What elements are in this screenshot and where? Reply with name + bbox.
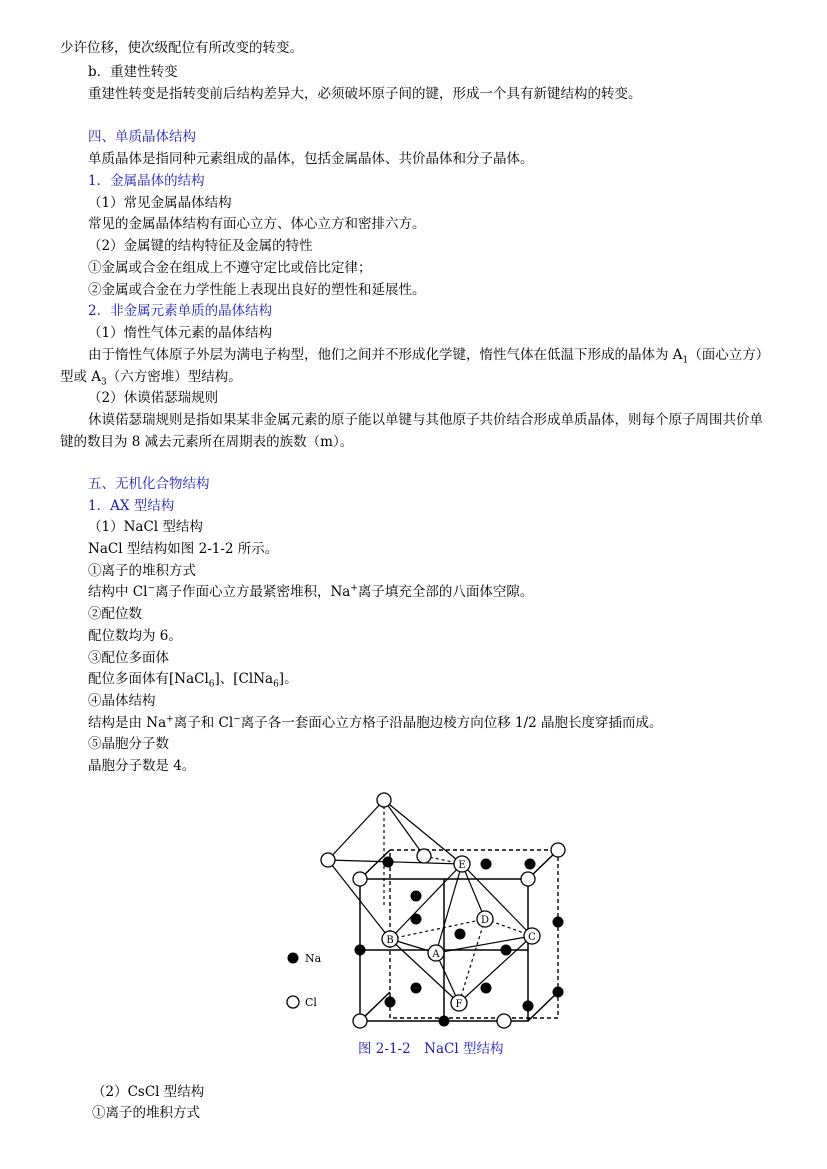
na-atom [481,859,492,870]
text-line: ②配位数 [88,606,142,622]
text-line: （1）NaCl 型结构 [88,519,203,535]
text-line: （2）休谟偌瑟瑞规则 [88,390,219,406]
na-atom [411,914,422,925]
label-d: D [480,915,490,926]
text-line: ①离子的堆积方式 [92,1105,200,1121]
cl-atom [417,849,431,863]
subsection-heading: 2．非金属元素单质的晶体结构 [88,303,273,319]
legend-cl-label: Cl [305,996,317,1009]
na-atom [439,1016,450,1027]
paragraph-inert-gas: 由于惰性气体原子外层为满电子构型，他们之间并不形成化学键，惰性气体在低温下形成的晶体为 $A_1$（面心立方）型或 $A_3$（六方密堆）型结构。 [60,347,770,388]
legend-na-label: Na [305,952,322,965]
text-line: （2）CsCl 型结构 [92,1084,205,1100]
subsection-heading: 1．AX 型结构 [88,498,175,514]
text-line: ⑤晶胞分子数 [88,736,169,752]
octahedron-edges [328,800,532,1003]
text-line: 配位多面体有[NaCl$_6$]、[ClNa$_6$]。 [88,671,298,690]
text-line: 少许位移，使次级配位有所改变的转变。 [60,40,303,56]
text-line: （1）惰性气体元素的晶体结构 [88,325,273,341]
legend-na-dot [288,953,299,964]
na-atom [455,929,466,940]
section-heading-4: 四、单质晶体结构 [88,129,196,145]
figure-caption: 图 2-1-2 NaCl 型结构 [358,1041,504,1057]
na-atom [523,1001,534,1012]
cl-atom [551,843,565,857]
na-atom [383,857,394,868]
na-atom [355,945,366,956]
na-atom [411,983,422,994]
subsection-heading: 1．金属晶体的结构 [88,173,205,189]
subheading-b: b．重建性转变 [88,64,178,80]
cl-atom [321,853,335,867]
na-atom [525,859,536,870]
text-line: 晶胞分子数是 4。 [88,758,196,774]
nacl-structure-figure [280,786,580,1036]
label-e: E [458,860,466,871]
paragraph-rule: 休谟偌瑟瑞规则是指如果某非金属元素的原子能以单键与其他原子共价结合形成单质晶体，则每个原子周围共价单键的数目为 8 减去元素所在周期表的族数（m）。 [60,412,763,450]
label-c: C [528,932,536,943]
text-line: 结构是由 Na+离子和 Cl−离子各一套面心立方格子沿晶胞边棱方向位移 1/2 晶胞长度穿插而成。 [88,714,663,731]
text-line: ③配位多面体 [88,650,169,666]
na-atom [553,987,564,998]
text-line: 重建性转变是指转变前后结构差异大，必须破坏原子间的键，形成一个具有新键结构的转变。 [88,86,642,102]
section-heading-5: 五、无机化合物结构 [88,476,210,492]
text-line: ①离子的堆积方式 [88,563,196,579]
label-f: F [455,999,463,1010]
na-atom [385,997,396,1008]
text-line: NaCl 型结构如图 2-1-2 所示。 [88,541,279,557]
figure-legend [287,952,322,1009]
text-line: 单质晶体是指同种元素组成的晶体，包括金属晶体、共价晶体和分子晶体。 [88,151,534,167]
text-line: （1）常见金属晶体结构 [88,195,232,211]
text-line: （2）金属键的结构特征及金属的特性 [88,238,313,254]
na-atom [411,891,422,902]
text-line: ①金属或合金在组成上不遵守定比或倍比定律； [88,260,372,276]
text-line: ④晶体结构 [88,693,156,709]
label-a: A [432,949,440,960]
text-line: 常见的金属晶体结构有面心立方、体心立方和密排六方。 [88,216,426,232]
text-line: 结构中 Cl−离子作面心立方最紧密堆积，Na+离子填充全部的八面体空隙。 [88,583,534,600]
cl-atom [353,1014,367,1028]
label-b: B [386,935,394,946]
cl-atom [353,872,367,886]
text-line: 配位数均为 6。 [88,628,182,644]
cl-atom [377,793,391,807]
na-atom [481,983,492,994]
text-line: ②金属或合金在力学性能上表现出良好的塑性和延展性。 [88,282,426,298]
cl-atom [497,1014,511,1028]
cl-atom [521,872,535,886]
na-atom [553,917,564,928]
na-atom [501,945,512,956]
legend-cl-dot [287,996,299,1008]
